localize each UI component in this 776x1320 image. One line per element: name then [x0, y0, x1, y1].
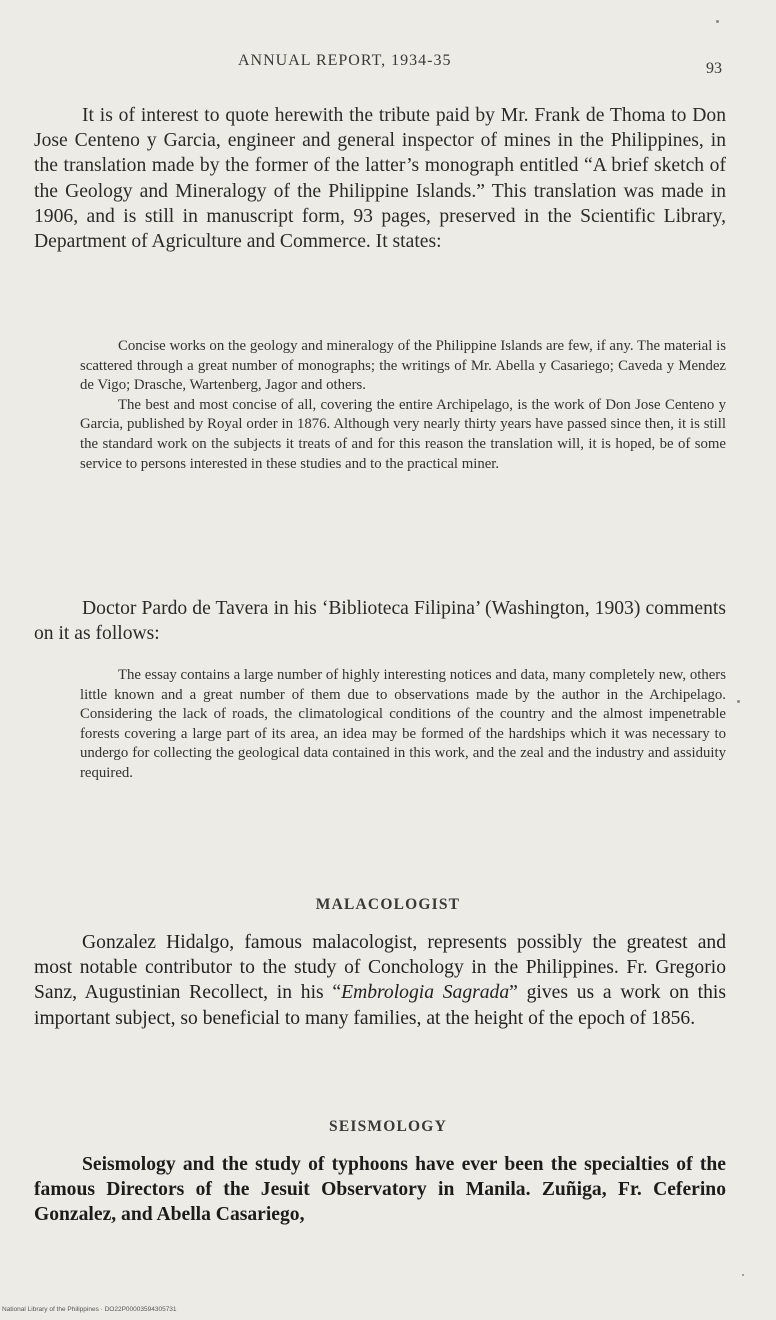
paragraph-tribute: It is of interest to quote herewith the tribute paid by Mr. Frank de Thoma to Don Jose Centeno y Garcia, engineer and general inspector of mines in the Philippines, in the translation made by the former of the latter’s monograph entitled “A brief sketch of the Geology and Mineralogy of the Philippine Islands.” This translation was made in 1906, and is still in manuscript form, 93 pages, preserved in the Scientific Library, Department of Agriculture and Commerce. It states: — [34, 105, 726, 253]
section-heading-malacologist: MALACOLOGIST — [315, 896, 461, 913]
scan-speck — [737, 700, 740, 703]
page-number: 93 — [706, 60, 722, 77]
scan-source-footer: National Library of the Philippines · DO22P00003594305731 — [2, 1306, 177, 1313]
block-quote-centeno — [80, 337, 726, 474]
paragraph-pardo-de-tavera: Doctor Pardo de Tavera in his ‘Biblioteca Filipina’ (Washington, 1903) comments on it as follows: — [34, 598, 726, 645]
malacologist-text-start: Gonzalez Hidalgo, famous malacologist, represents possibly the greatest and most notable contributor to the study of Conchology in the Philippines. Fr. Gregorio Sanz, Augustinian Recollect, in his “ — [34, 932, 726, 1004]
paragraph-seismology: Seismology and the study of typhoons have ever been the specialties of the famous Directors of the Jesuit Observatory in Manila. Zuñiga, Fr. Ceferino Gonzalez, and Abella Casariego, — [34, 1154, 726, 1226]
running-head: ANNUAL REPORT, 1934-35 — [238, 52, 452, 69]
paragraph-malacologist — [34, 930, 726, 1031]
section-heading-seismology: SEISMOLOGY — [329, 1118, 447, 1135]
malacologist-text-end: ” gives us a work on this important subject, so beneficial to many families, at the height of the epoch of 1856. — [34, 982, 726, 1029]
scan-speck — [716, 20, 719, 23]
scan-speck — [742, 1274, 744, 1276]
quote-paragraph: Concise works on the geology and mineralogy of the Philippine Islands are few, if any. The material is scattered through a great number of monographs; the writings of Mr. Abella y Casariego; Caveda y Mendez de Vigo; Drasche, Wartenberg, Jagor and others. — [80, 338, 726, 394]
page-header — [0, 52, 776, 76]
embrologia-sagrada-title: Embrologia Sagrada — [341, 982, 510, 1004]
block-quote-biblioteca — [80, 666, 726, 784]
quote-paragraph: The best and most concise of all, covering the entire Archipelago, is the work of Don Jose Centeno y Garcia, published by Royal order in 1876. Although very nearly thirty years have passed since then, it is still the standard work on the subjects it treats of and for this reason the translation will, it is hoped, be of some service to persons interested in these studies and to the practical miner. — [80, 396, 726, 472]
quote-paragraph: The essay contains a large number of highly interesting notices and data, many completely new, others little known and a great number of them due to observations made by the author in the Archipelago. Considering the lack of roads, the climatological conditions of the country and the almost impenetrable forests covering a large part of its area, an idea may be formed of the hardships which it was necessary to undergo for collecting the geological data contained in this work, and the zeal and the industry and assiduity required. — [80, 667, 726, 781]
